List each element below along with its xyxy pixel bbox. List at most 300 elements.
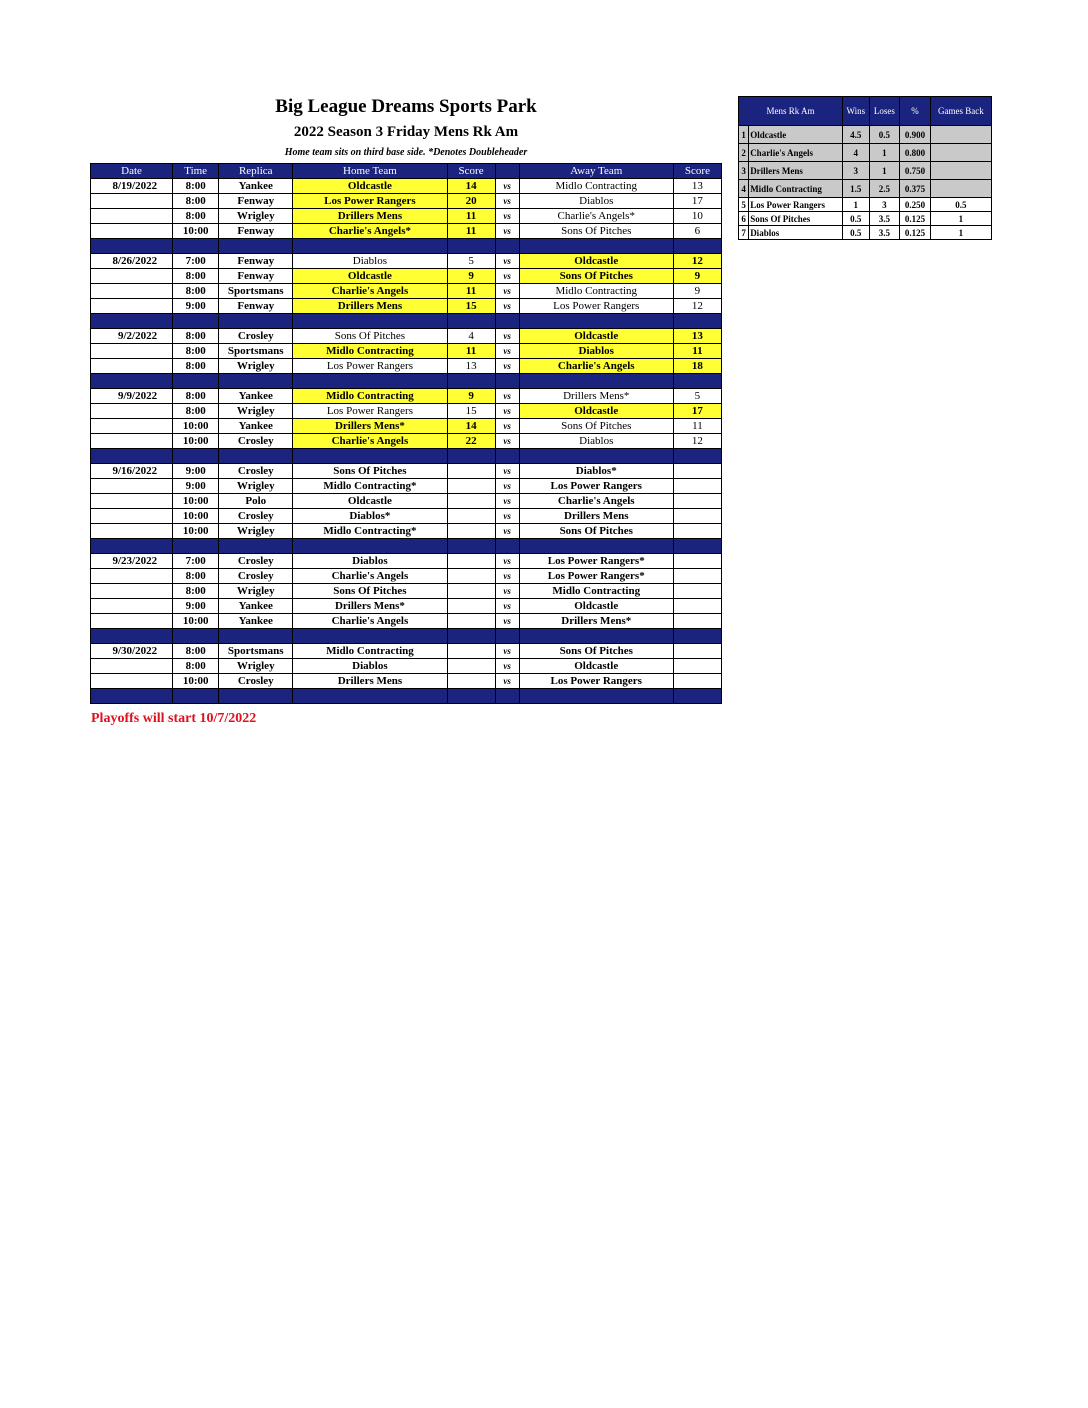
week-separator	[91, 539, 722, 554]
game-field: Sportsmans	[219, 284, 293, 299]
col-home-team: Home Team	[293, 164, 447, 179]
game-time: 8:00	[173, 209, 219, 224]
schedule-table	[90, 163, 722, 704]
game-field: Crosley	[219, 569, 293, 584]
game-row	[91, 299, 722, 314]
team-loses: 3.5	[869, 212, 900, 226]
standings-row	[739, 198, 992, 212]
home-team: Midlo Contracting	[293, 344, 447, 359]
away-score	[673, 644, 721, 659]
home-team: Drillers Mens*	[293, 419, 447, 434]
separator-cell	[673, 314, 721, 329]
game-date: 8/26/2022	[91, 254, 173, 269]
standings-col-games-back: Games Back	[930, 97, 991, 126]
col-away-score: Score	[673, 164, 721, 179]
home-score: 15	[447, 404, 495, 419]
game-row	[91, 359, 722, 374]
separator-cell	[495, 239, 519, 254]
game-time: 10:00	[173, 509, 219, 524]
separator-cell	[91, 239, 173, 254]
home-team: Drillers Mens	[293, 299, 447, 314]
home-score	[447, 509, 495, 524]
game-time: 8:00	[173, 659, 219, 674]
team-rank: 4	[739, 180, 749, 198]
separator-cell	[293, 374, 447, 389]
home-team: Los Power Rangers	[293, 194, 447, 209]
game-date	[91, 419, 173, 434]
home-team: Los Power Rangers	[293, 404, 447, 419]
team-name: Oldcastle	[749, 126, 843, 144]
standings-row	[739, 126, 992, 144]
home-score	[447, 614, 495, 629]
game-field: Crosley	[219, 554, 293, 569]
vs-label: vs	[495, 389, 519, 404]
game-time: 8:00	[173, 179, 219, 194]
home-score	[447, 554, 495, 569]
game-date: 9/23/2022	[91, 554, 173, 569]
team-loses: 0.5	[869, 126, 900, 144]
game-field: Wrigley	[219, 659, 293, 674]
vs-label: vs	[495, 269, 519, 284]
game-time: 8:00	[173, 404, 219, 419]
team-wins: 0.5	[843, 212, 870, 226]
game-row	[91, 494, 722, 509]
game-time: 7:00	[173, 254, 219, 269]
separator-cell	[91, 449, 173, 464]
away-team: Charlie's Angels*	[519, 209, 673, 224]
game-row	[91, 614, 722, 629]
home-team: Midlo Contracting	[293, 389, 447, 404]
separator-cell	[173, 239, 219, 254]
away-score	[673, 479, 721, 494]
vs-label: vs	[495, 509, 519, 524]
away-team: Drillers Mens	[519, 509, 673, 524]
vs-label: vs	[495, 209, 519, 224]
team-pct: 0.750	[900, 162, 931, 180]
separator-cell	[447, 374, 495, 389]
game-field: Wrigley	[219, 404, 293, 419]
home-score: 5	[447, 254, 495, 269]
vs-label: vs	[495, 614, 519, 629]
game-field: Fenway	[219, 254, 293, 269]
away-score: 11	[673, 419, 721, 434]
game-time: 9:00	[173, 464, 219, 479]
home-team: Charlie's Angels	[293, 614, 447, 629]
home-score: 14	[447, 179, 495, 194]
game-date: 8/19/2022	[91, 179, 173, 194]
home-score	[447, 479, 495, 494]
game-row	[91, 194, 722, 209]
game-date	[91, 674, 173, 689]
team-loses: 1	[869, 144, 900, 162]
away-team: Drillers Mens*	[519, 389, 673, 404]
separator-cell	[219, 449, 293, 464]
home-score: 22	[447, 434, 495, 449]
game-date	[91, 284, 173, 299]
game-date	[91, 299, 173, 314]
standings-row	[739, 226, 992, 240]
game-field: Crosley	[219, 329, 293, 344]
vs-label: vs	[495, 494, 519, 509]
home-score	[447, 494, 495, 509]
home-score: 11	[447, 284, 495, 299]
away-score: 12	[673, 434, 721, 449]
home-team: Oldcastle	[293, 494, 447, 509]
home-team: Sons Of Pitches	[293, 464, 447, 479]
home-team: Diablos	[293, 659, 447, 674]
separator-cell	[519, 539, 673, 554]
home-score	[447, 644, 495, 659]
game-time: 8:00	[173, 194, 219, 209]
standings-header-row	[739, 97, 992, 126]
separator-cell	[91, 689, 173, 704]
vs-label: vs	[495, 464, 519, 479]
game-row	[91, 269, 722, 284]
home-score	[447, 524, 495, 539]
team-wins: 4.5	[843, 126, 870, 144]
home-score: 4	[447, 329, 495, 344]
game-date	[91, 209, 173, 224]
game-date	[91, 194, 173, 209]
col-time: Time	[173, 164, 219, 179]
game-time: 9:00	[173, 299, 219, 314]
away-team: Oldcastle	[519, 254, 673, 269]
game-time: 10:00	[173, 674, 219, 689]
game-time: 8:00	[173, 344, 219, 359]
team-pct: 0.375	[900, 180, 931, 198]
home-team: Diablos	[293, 554, 447, 569]
away-team: Charlie's Angels	[519, 359, 673, 374]
standings-col-loses: Loses	[869, 97, 900, 126]
team-pct: 0.250	[900, 198, 931, 212]
vs-label: vs	[495, 479, 519, 494]
team-games-back: 1	[930, 226, 991, 240]
vs-label: vs	[495, 404, 519, 419]
game-time: 10:00	[173, 434, 219, 449]
home-team: Oldcastle	[293, 269, 447, 284]
col-vs	[495, 164, 519, 179]
away-score	[673, 464, 721, 479]
team-loses: 1	[869, 162, 900, 180]
vs-label: vs	[495, 359, 519, 374]
separator-cell	[673, 689, 721, 704]
separator-cell	[519, 449, 673, 464]
away-score	[673, 494, 721, 509]
team-rank: 6	[739, 212, 749, 226]
game-time: 10:00	[173, 524, 219, 539]
home-score: 20	[447, 194, 495, 209]
game-row	[91, 674, 722, 689]
home-team: Charlie's Angels	[293, 434, 447, 449]
team-name: Charlie's Angels	[749, 144, 843, 162]
team-games-back	[930, 144, 991, 162]
game-field: Yankee	[219, 419, 293, 434]
game-row	[91, 404, 722, 419]
game-field: Fenway	[219, 299, 293, 314]
away-score: 12	[673, 299, 721, 314]
away-score: 13	[673, 179, 721, 194]
page-title: Big League Dreams Sports Park	[275, 96, 537, 117]
home-score	[447, 674, 495, 689]
game-time: 10:00	[173, 494, 219, 509]
vs-label: vs	[495, 194, 519, 209]
home-team: Charlie's Angels	[293, 284, 447, 299]
separator-cell	[91, 374, 173, 389]
game-date	[91, 404, 173, 419]
game-row	[91, 584, 722, 599]
playoffs-note: Playoffs will start 10/7/2022	[91, 711, 257, 726]
game-row	[91, 434, 722, 449]
game-field: Crosley	[219, 674, 293, 689]
away-score: 10	[673, 209, 721, 224]
away-score: 9	[673, 284, 721, 299]
team-rank: 7	[739, 226, 749, 240]
week-separator	[91, 449, 722, 464]
game-field: Wrigley	[219, 359, 293, 374]
separator-cell	[673, 449, 721, 464]
game-row	[91, 209, 722, 224]
game-field: Yankee	[219, 599, 293, 614]
vs-label: vs	[495, 284, 519, 299]
separator-cell	[447, 239, 495, 254]
vs-label: vs	[495, 644, 519, 659]
game-date	[91, 569, 173, 584]
away-score	[673, 584, 721, 599]
game-date	[91, 584, 173, 599]
away-score: 12	[673, 254, 721, 269]
away-score: 11	[673, 344, 721, 359]
separator-cell	[173, 314, 219, 329]
home-team: Charlie's Angels*	[293, 224, 447, 239]
game-row	[91, 644, 722, 659]
home-score: 14	[447, 419, 495, 434]
away-score	[673, 509, 721, 524]
away-team: Diablos	[519, 194, 673, 209]
home-team: Diablos	[293, 254, 447, 269]
team-wins: 0.5	[843, 226, 870, 240]
separator-cell	[673, 539, 721, 554]
separator-cell	[173, 374, 219, 389]
game-field: Fenway	[219, 269, 293, 284]
game-row	[91, 554, 722, 569]
away-score	[673, 524, 721, 539]
game-date	[91, 509, 173, 524]
away-team: Sons Of Pitches	[519, 524, 673, 539]
game-date: 9/30/2022	[91, 644, 173, 659]
separator-cell	[519, 629, 673, 644]
game-field: Fenway	[219, 194, 293, 209]
separator-cell	[495, 374, 519, 389]
standings-row	[739, 180, 992, 198]
home-score: 11	[447, 209, 495, 224]
away-team: Diablos	[519, 344, 673, 359]
game-time: 9:00	[173, 599, 219, 614]
home-team: Los Power Rangers	[293, 359, 447, 374]
game-field: Wrigley	[219, 479, 293, 494]
game-row	[91, 254, 722, 269]
away-team: Los Power Rangers	[519, 674, 673, 689]
game-date: 9/16/2022	[91, 464, 173, 479]
team-name: Los Power Rangers	[749, 198, 843, 212]
team-name: Diablos	[749, 226, 843, 240]
separator-cell	[173, 689, 219, 704]
home-team: Charlie's Angels	[293, 569, 447, 584]
separator-cell	[519, 239, 673, 254]
away-score	[673, 659, 721, 674]
separator-cell	[173, 539, 219, 554]
separator-cell	[173, 449, 219, 464]
separator-cell	[219, 314, 293, 329]
week-separator	[91, 629, 722, 644]
home-score: 13	[447, 359, 495, 374]
game-time: 8:00	[173, 569, 219, 584]
vs-label: vs	[495, 524, 519, 539]
separator-cell	[447, 314, 495, 329]
standings-row	[739, 144, 992, 162]
away-score	[673, 674, 721, 689]
separator-cell	[447, 539, 495, 554]
week-separator	[91, 689, 722, 704]
team-pct: 0.125	[900, 212, 931, 226]
vs-label: vs	[495, 299, 519, 314]
away-score: 6	[673, 224, 721, 239]
game-field: Yankee	[219, 614, 293, 629]
separator-cell	[219, 374, 293, 389]
home-score: 11	[447, 344, 495, 359]
game-row	[91, 179, 722, 194]
team-rank: 3	[739, 162, 749, 180]
game-field: Yankee	[219, 389, 293, 404]
separator-cell	[293, 629, 447, 644]
home-score	[447, 569, 495, 584]
home-score: 15	[447, 299, 495, 314]
game-time: 8:00	[173, 329, 219, 344]
vs-label: vs	[495, 179, 519, 194]
separator-cell	[293, 539, 447, 554]
vs-label: vs	[495, 569, 519, 584]
game-field: Wrigley	[219, 584, 293, 599]
separator-cell	[91, 539, 173, 554]
away-team: Los Power Rangers	[519, 299, 673, 314]
team-loses: 2.5	[869, 180, 900, 198]
team-loses: 3.5	[869, 226, 900, 240]
game-date	[91, 599, 173, 614]
game-time: 10:00	[173, 614, 219, 629]
game-time: 7:00	[173, 554, 219, 569]
separator-cell	[219, 239, 293, 254]
team-games-back	[930, 126, 991, 144]
away-score	[673, 554, 721, 569]
away-team: Midlo Contracting	[519, 584, 673, 599]
separator-cell	[293, 689, 447, 704]
away-score: 17	[673, 404, 721, 419]
team-wins: 1	[843, 198, 870, 212]
separator-cell	[173, 629, 219, 644]
team-wins: 3	[843, 162, 870, 180]
game-row	[91, 419, 722, 434]
game-row	[91, 524, 722, 539]
separator-cell	[447, 689, 495, 704]
game-time: 8:00	[173, 584, 219, 599]
away-team: Midlo Contracting	[519, 284, 673, 299]
separator-cell	[673, 374, 721, 389]
home-team: Diablos*	[293, 509, 447, 524]
game-date	[91, 479, 173, 494]
home-team: Midlo Contracting*	[293, 479, 447, 494]
separator-cell	[91, 629, 173, 644]
team-pct: 0.125	[900, 226, 931, 240]
home-score	[447, 659, 495, 674]
home-score	[447, 584, 495, 599]
vs-label: vs	[495, 584, 519, 599]
season-subtitle: 2022 Season 3 Friday Mens Rk Am	[293, 124, 519, 140]
team-wins: 1.5	[843, 180, 870, 198]
team-name: Drillers Mens	[749, 162, 843, 180]
game-time: 8:00	[173, 269, 219, 284]
standings-body	[739, 126, 992, 240]
game-field: Yankee	[219, 179, 293, 194]
col-date: Date	[91, 164, 173, 179]
game-row	[91, 479, 722, 494]
separator-cell	[495, 629, 519, 644]
game-date	[91, 659, 173, 674]
separator-cell	[219, 689, 293, 704]
schedule-body	[91, 179, 722, 704]
away-team: Los Power Rangers	[519, 479, 673, 494]
team-games-back: 1	[930, 212, 991, 226]
game-field: Wrigley	[219, 524, 293, 539]
vs-label: vs	[495, 224, 519, 239]
game-date	[91, 224, 173, 239]
away-team: Oldcastle	[519, 404, 673, 419]
separator-cell	[495, 689, 519, 704]
away-team: Oldcastle	[519, 659, 673, 674]
standings-col-division: Mens Rk Am	[739, 97, 843, 126]
col-away-team: Away Team	[519, 164, 673, 179]
home-score: 9	[447, 269, 495, 284]
away-team: Oldcastle	[519, 599, 673, 614]
team-pct: 0.800	[900, 144, 931, 162]
away-score: 18	[673, 359, 721, 374]
game-field: Wrigley	[219, 209, 293, 224]
col-home-score: Score	[447, 164, 495, 179]
separator-cell	[673, 629, 721, 644]
vs-label: vs	[495, 554, 519, 569]
separator-cell	[519, 374, 673, 389]
team-games-back	[930, 162, 991, 180]
away-team: Sons Of Pitches	[519, 224, 673, 239]
team-pct: 0.900	[900, 126, 931, 144]
game-row	[91, 569, 722, 584]
game-row	[91, 329, 722, 344]
away-score: 5	[673, 389, 721, 404]
separator-cell	[447, 629, 495, 644]
game-time: 10:00	[173, 419, 219, 434]
away-team: Los Power Rangers*	[519, 554, 673, 569]
game-time: 9:00	[173, 479, 219, 494]
away-score: 9	[673, 269, 721, 284]
vs-label: vs	[495, 434, 519, 449]
away-team: Charlie's Angels	[519, 494, 673, 509]
away-team: Drillers Mens*	[519, 614, 673, 629]
game-field: Polo	[219, 494, 293, 509]
game-row	[91, 509, 722, 524]
game-date	[91, 269, 173, 284]
col-replica: Replica	[219, 164, 293, 179]
home-team: Drillers Mens	[293, 209, 447, 224]
team-name: Sons Of Pitches	[749, 212, 843, 226]
home-team: Midlo Contracting*	[293, 524, 447, 539]
